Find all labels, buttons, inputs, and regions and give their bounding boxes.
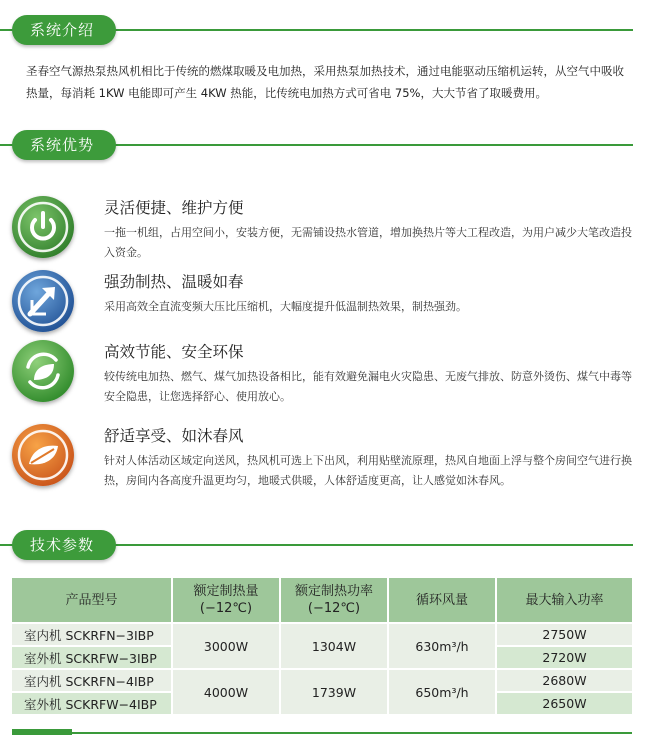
advantage-title: 高效节能、安全环保: [104, 343, 244, 361]
max-power-cell: 2650W: [496, 692, 632, 714]
header-heat: 额定制热量 (−12℃): [172, 578, 280, 623]
heat-cell: 4000W: [172, 669, 280, 714]
table-header-row: [12, 578, 632, 623]
leaf-icon: [12, 424, 74, 486]
bottom-divider: [12, 732, 632, 734]
model-cell: 室内机 SCKRFN−3IBP: [12, 623, 172, 646]
max-power-cell: 2720W: [496, 646, 632, 669]
arrow-up-icon: [12, 270, 74, 332]
advantage-item-comfort: [12, 424, 642, 494]
max-power-cell: 2750W: [496, 623, 632, 646]
advantage-desc: 较传统电加热、燃气、煤气加热设备相比，能有效避免漏电火灾隐患、无废气排放、防意外烫伤、煤气中毒等安全隐患，让您选择舒心、使用放心。: [104, 370, 632, 403]
advantage-item-eco: [12, 340, 642, 410]
heat-cell: 3000W: [172, 623, 280, 669]
section-header-intro: [0, 15, 651, 45]
table-row: [12, 669, 632, 692]
spec-table: [12, 578, 632, 714]
airflow-cell: 650m³/h: [388, 669, 496, 714]
advantage-item-heating: [12, 270, 642, 340]
max-power-cell: 2680W: [496, 669, 632, 692]
bottom-divider-tab: [12, 729, 72, 735]
advantage-item-flexible: [12, 196, 642, 266]
section-title-intro: 系统介绍: [12, 15, 116, 45]
header-power: 额定制热功率 (−12℃): [280, 578, 388, 623]
section-title-advantages: 系统优势: [12, 130, 116, 160]
power-cell: 1739W: [280, 669, 388, 714]
advantage-title: 灵活便捷、维护方便: [104, 199, 244, 217]
model-cell: 室内机 SCKRFN−4IBP: [12, 669, 172, 692]
header-model: 产品型号: [12, 578, 172, 623]
power-cell: 1304W: [280, 623, 388, 669]
header-airflow: 循环风量: [388, 578, 496, 623]
advantage-desc: 采用高效全直流变频大压比压缩机，大幅度提升低温制热效果，制热强劲。: [104, 300, 467, 313]
advantage-title: 强劲制热、温暖如春: [104, 273, 244, 291]
advantage-desc: 一拖一机组，占用空间小，安装方便，无需铺设热水管道，增加换热片等大工程改造，为用户减少大笔改造投入资金。: [104, 226, 632, 259]
airflow-cell: 630m³/h: [388, 623, 496, 669]
section-header-specs: [0, 530, 651, 560]
advantage-desc: 针对人体活动区域定向送风，热风机可选上下出风，利用贴壁流原理，热风自地面上浮与整个房间空气进行换热，房间内各高度升温更均匀，地暖式供暖，人体舒适度更高，让人感觉如沐春风。: [104, 454, 632, 487]
model-cell: 室外机 SCKRFW−3IBP: [12, 646, 172, 669]
model-cell: 室外机 SCKRFW−4IBP: [12, 692, 172, 714]
advantage-title: 舒适享受、如沐春风: [104, 427, 244, 445]
power-button-icon: [12, 196, 74, 258]
section-header-advantages: [0, 130, 651, 160]
intro-text: 圣春空气源热泵热风机相比于传统的燃煤取暖及电加热，采用热泵加热技术，通过电能驱动压缩机运转，从空气中吸收热量，每消耗 1KW 电能即可产生 4KW 热能，比传统电加热方式可省电 75%，大大节省了取暖费用。: [26, 64, 624, 100]
eco-leaf-icon: [12, 340, 74, 402]
table-row: [12, 623, 632, 646]
header-max-power: 最大输入功率: [496, 578, 632, 623]
section-title-specs: 技术参数: [12, 530, 116, 560]
